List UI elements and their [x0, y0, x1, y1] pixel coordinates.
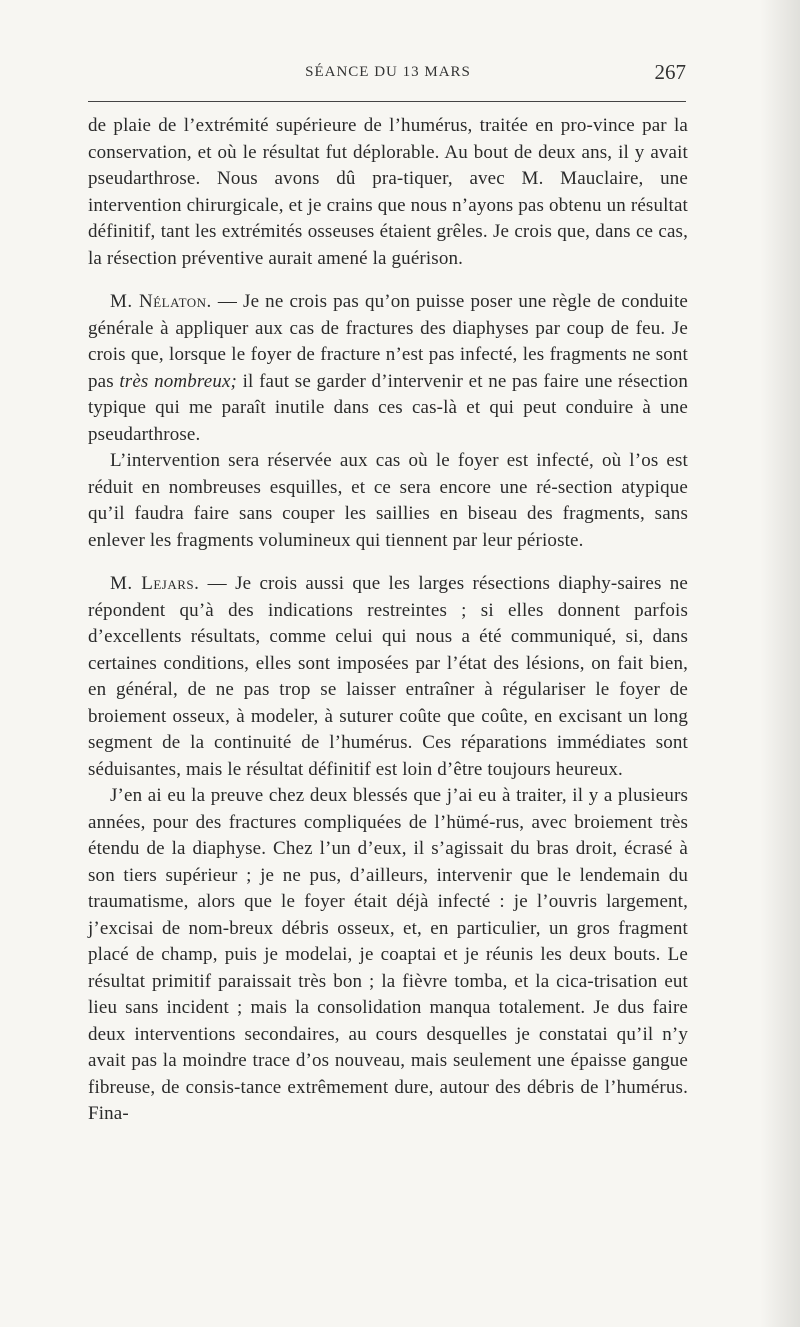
page-edge-shadow — [760, 0, 800, 1327]
emphasis-text: très nombreux; — [119, 370, 238, 392]
page-number: 267 — [654, 60, 686, 84]
running-head: SÉANCE DU 13 MARS — [305, 64, 471, 80]
header-rule — [88, 101, 686, 102]
page-header — [88, 60, 688, 94]
paragraph-case-report: J’en ai eu la preuve chez deux blessés que j’ai eu à traiter, il y a plusieurs années, pour des fractures compliquées de l’hümé-rus, avec broiement très étendu de la diaphyse. Chez l’un d’eux, il s’agissait du bras droit, écrasé à son tiers supérieur ; je ne pus, d’ailleurs, intervenir que le lendemain du traumatisme, alors que le foyer était déjà infecté : je l’ouvris largement, j’excisai de nom-breux débris osseux, et, en particulier, un gros fragment placé de champ, puis je modelai, je coaptai et je réunis les deux bouts. Le résultat primitif paraissait très bon ; la fièvre tomba, et la cica-trisation eut lieu sans incident ; mais la consolidation manqua totalement. Je dus faire deux interventions secondaires, au cours desquelles je constatai qu’il n’y avait pas la moindre trace d’os nouveau, mais seulement une épaisse gangue fibreuse, de consis-tance extrêmement dure, autour des débris de l’humérus. Fina- — [88, 785, 688, 1124]
paragraph-continuation: de plaie de l’extrémité supérieure de l’humérus, traitée en pro-vince par la conservation, et où le résultat fut déplorable. Au bout de deux ans, il y avait pseudarthrose. Nous avons dû pra-tiquer, avec M. Mauclaire, une intervention chirurgicale, et je crains que nous n’ayons pas obtenu un résultat définitif, tant les extrémités osseuses étaient grêles. Je crois que, dans ce cas, la résection préventive aurait amené la guérison. — [88, 115, 688, 269]
paragraph-nelaton — [88, 289, 688, 448]
paragraph-text: — Je ne crois pas qu’on puisse poser une règle de conduite générale à appliquer aux cas de fractures des diaphyses par coup de feu. Je crois que, lorsque le foyer de fracture n’est pas infecté, les fragments ne sont pas — [88, 291, 688, 392]
body-text — [88, 113, 688, 1128]
paragraph-text: il faut se garder d’intervenir et ne pas faire une résection typique qui me paraît inutile dans ces cas-là et qui peut conduire à une pseudarthrose. — [88, 370, 688, 445]
speaker-name: M. Lejars. — [110, 573, 200, 594]
paragraph-lejars — [88, 571, 688, 783]
paragraph-text: — Je crois aussi que les larges résections diaphy-saires ne répondent qu’à des indications restreintes ; si elles donnent parfois d’excellents résultats, comme celui qui nous a été communiqué, si, dans certaines conditions, elles sont imposées par l’état des lésions, on fait bien, en général, de ne pas trop se laisser entraîner à régulariser le foyer de broiement osseux, à modeler, à suturer coûte que coûte, en excisant un long segment de la continuité de l’humérus. Ces réparations immédiates sont séduisantes, mais le résultat définitif est loin d’être toujours heureux. — [88, 573, 688, 780]
paragraph-intervention: L’intervention sera réservée aux cas où le foyer est infecté, où l’os est réduit en nombreuses esquilles, et ce sera encore une ré-section atypique qu’il faudra faire sans couper les saillies en biseau des fragments, sans enlever les fragments volumineux qui tiennent par leur périoste. — [88, 450, 688, 551]
speaker-name: M. Nélaton. — [110, 291, 212, 312]
